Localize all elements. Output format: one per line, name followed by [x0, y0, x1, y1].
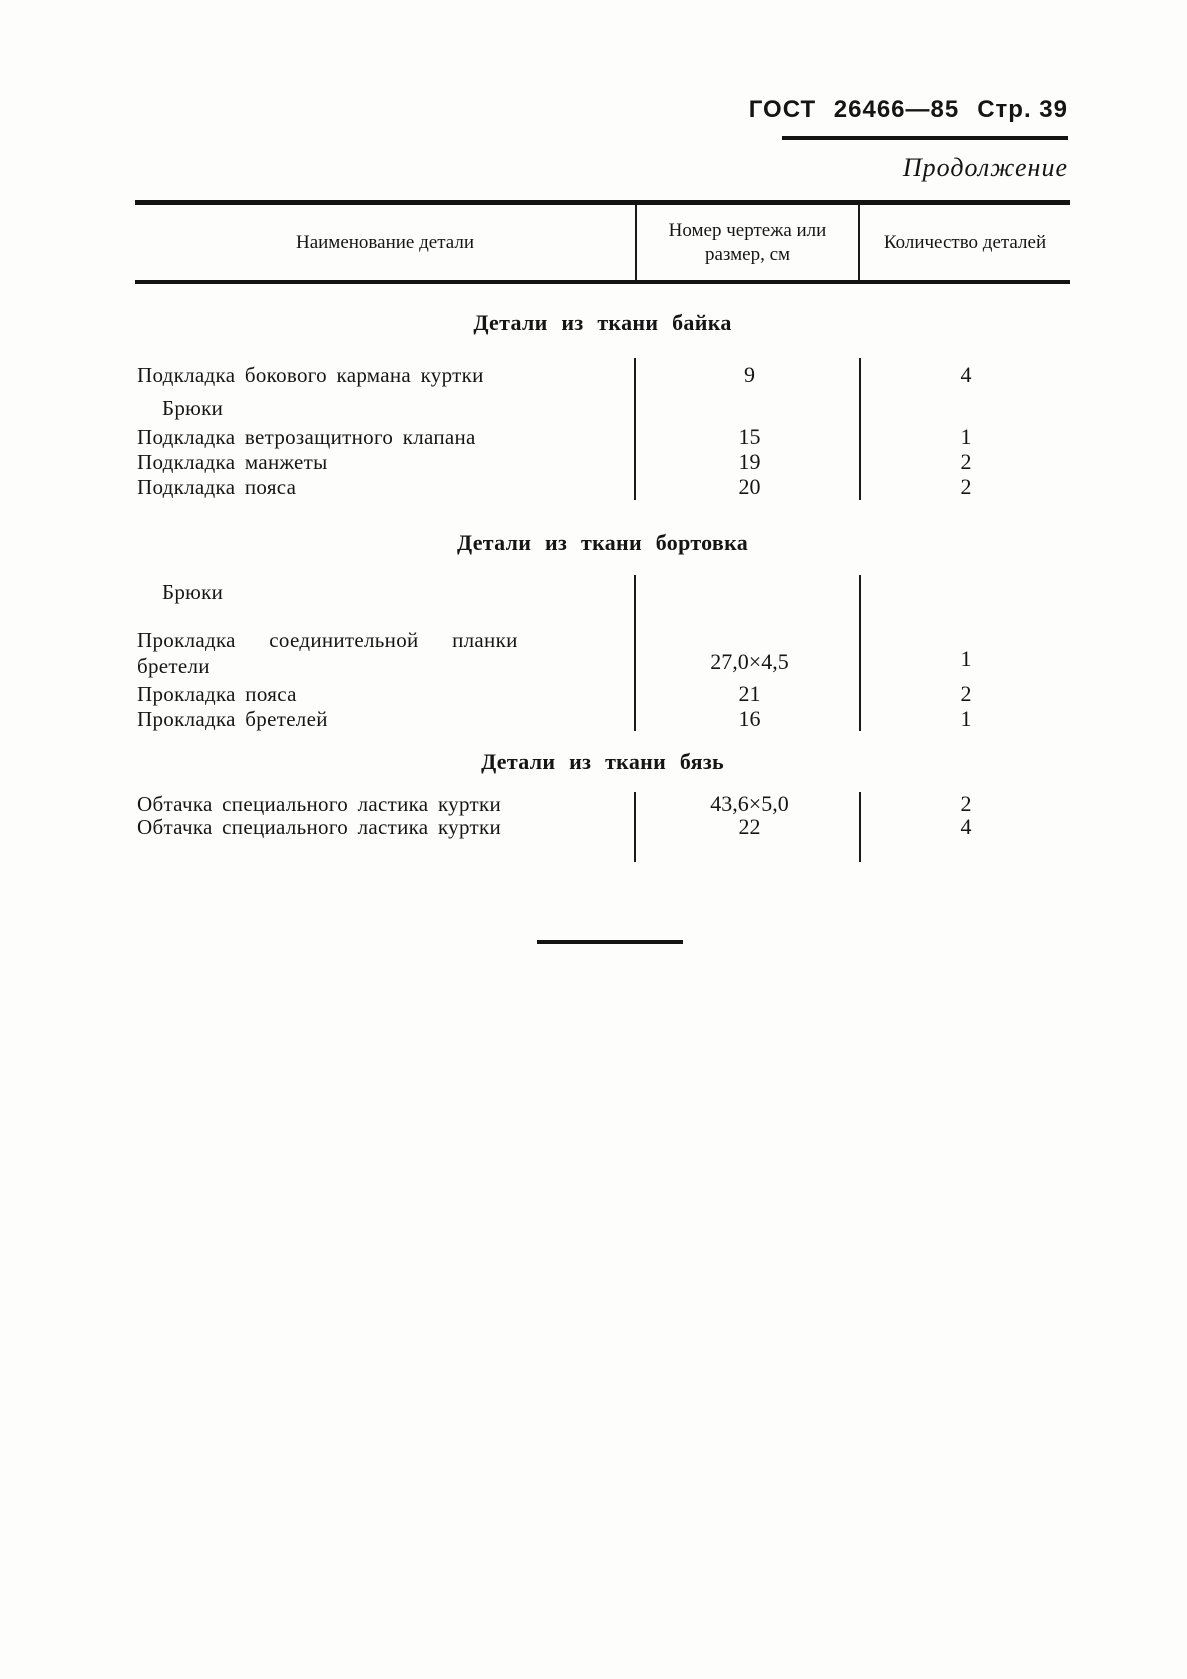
part-count: 1 — [960, 424, 972, 449]
table-row — [135, 707, 1070, 731]
part-count: 2 — [960, 449, 972, 474]
section-rows-byaz — [135, 792, 1070, 862]
part-count: 4 — [960, 814, 972, 839]
end-of-table-rule — [537, 940, 683, 944]
part-size: 15 — [738, 424, 761, 449]
part-size: 43,6×5,0 — [710, 791, 789, 816]
page-number-label: Стр. 39 — [977, 96, 1068, 123]
section-title-byaz: Детали из ткани бязь — [481, 749, 724, 774]
part-name: Подкладка ветрозащитного клапана — [137, 424, 476, 449]
part-name: Подкладка манжеты — [137, 449, 328, 474]
table-row — [135, 358, 1070, 392]
table-subheading-row — [135, 392, 1070, 424]
table-row — [135, 681, 1070, 707]
subheading-label: Брюки — [162, 579, 224, 604]
column-header-count: Количество деталей — [883, 231, 1047, 253]
table-row — [135, 424, 1070, 450]
section-rows-bortovka — [135, 575, 1070, 731]
running-head-rule — [782, 136, 1068, 140]
section-title-bortovka: Детали из ткани бортовка — [456, 530, 749, 555]
part-name — [135, 627, 637, 681]
part-name: Прокладка бретелей — [137, 706, 328, 731]
table-row — [135, 816, 1070, 838]
part-name: Обтачка специального ластика куртки — [137, 791, 502, 816]
part-count: 2 — [960, 681, 972, 706]
table-row — [135, 450, 1070, 474]
part-name: Обтачка специального ластика куртки — [137, 814, 502, 839]
table-row — [135, 609, 1070, 681]
part-size: 22 — [738, 814, 761, 839]
part-count: 1 — [960, 646, 972, 671]
standard-number: ГОСТ 26466—85 — [748, 96, 960, 123]
part-name-line2: бретели — [137, 654, 210, 678]
column-header-size — [635, 205, 860, 280]
column-header-size-line2: размер, см — [704, 243, 791, 265]
part-name: Прокладка пояса — [137, 681, 297, 706]
table-row — [135, 474, 1070, 500]
part-name-line1: Прокладка соединительной планки — [137, 628, 518, 652]
column-header-name: Наименование детали — [295, 231, 474, 253]
part-name: Подкладка бокового кармана куртки — [137, 362, 484, 387]
continuation-label: Продолжение — [902, 153, 1068, 182]
part-size: 21 — [738, 681, 761, 706]
parts-table — [135, 200, 1070, 862]
part-count: 1 — [960, 706, 972, 731]
part-size: 27,0×4,5 — [710, 649, 789, 674]
running-head — [749, 96, 1068, 124]
part-count: 2 — [960, 791, 972, 816]
subheading-label: Брюки — [162, 395, 224, 420]
part-name: Подкладка пояса — [137, 474, 297, 499]
table-row — [135, 792, 1070, 816]
table-header-row — [135, 200, 1070, 284]
part-size: 19 — [738, 449, 761, 474]
column-header-size-line1: Номер чертежа или — [668, 219, 827, 241]
section-title-bayka: Детали из ткани байка — [473, 310, 732, 335]
part-size: 16 — [738, 706, 761, 731]
part-size: 20 — [738, 474, 761, 499]
part-size: 9 — [744, 362, 755, 387]
part-count: 4 — [960, 362, 972, 387]
part-count: 2 — [960, 474, 972, 499]
table-subheading-row — [135, 575, 1070, 609]
section-rows-bayka — [135, 358, 1070, 500]
